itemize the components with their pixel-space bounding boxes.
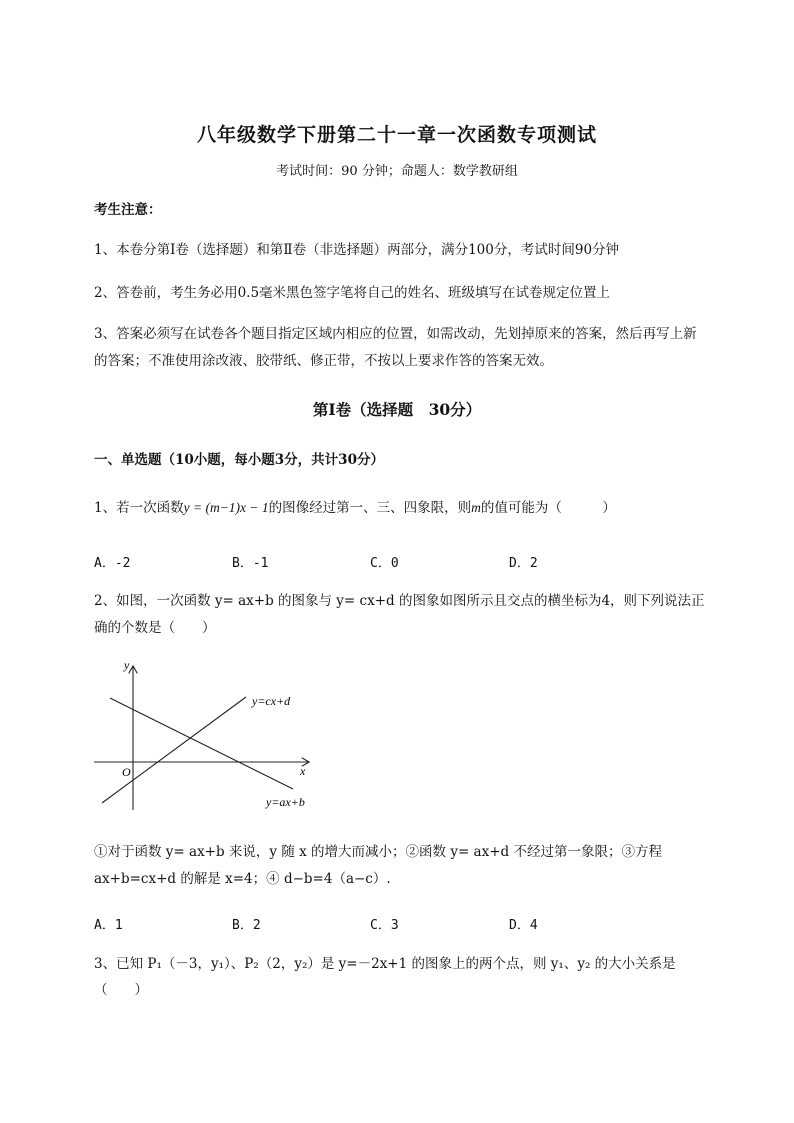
notice-heading: 考生注意： xyxy=(94,202,162,218)
question-1 xyxy=(94,494,616,522)
q2-graph xyxy=(88,655,328,815)
section-title: 第Ⅰ卷（选择题 30分） xyxy=(312,400,482,419)
q1-option-c[interactable]: C．0 xyxy=(370,556,399,571)
q3-line2: （ ） xyxy=(94,982,148,998)
q2-line1: 2、如图，一次函数 y= ax+b 的图象与 y= cx+d 的图象如图所示且交点的横坐标为4，则下列说法正 xyxy=(94,593,705,609)
notice-item: 3、答案必须写在试卷各个题目指定区域内相应的位置，如需改动，先划掉原来的答案，然后再写上新 xyxy=(94,326,697,342)
x-axis-label: x xyxy=(300,764,306,778)
line-cx-plus-d-label: y=cx+d xyxy=(252,694,291,708)
q2-option-a[interactable]: A．1 xyxy=(94,918,123,933)
q1-middle: 的图像经过第一、三、四象限，则 xyxy=(268,500,472,516)
q1-formula: y = (m−1)x − 1 xyxy=(183,500,269,515)
line-cx-plus-d xyxy=(102,697,246,803)
q2-option-c[interactable]: C．3 xyxy=(370,918,399,933)
q1-suffix: 的值可能为（ ） xyxy=(480,500,616,516)
q2-statement-1: ①对于函数 y= ax+b 来说，y 随 x 的增大而减小；②函数 y= ax+d 不经过第一象限；③方程 xyxy=(94,844,662,860)
q2-option-b[interactable]: B．2 xyxy=(232,918,261,933)
line-ax-plus-b xyxy=(110,698,293,789)
notice-item: 1、本卷分第Ⅰ卷（选择题）和第Ⅱ卷（非选择题）两部分，满分100分，考试时间90分钟 xyxy=(94,242,620,258)
q2-statement-2: ax+b=cx+d 的解是 x=4；④ d−b=4（a−c）. xyxy=(94,871,391,887)
q1-prefix: 1、若一次函数 xyxy=(94,500,184,516)
q1-option-d[interactable]: D．2 xyxy=(509,556,538,571)
origin-label: O xyxy=(122,765,131,779)
q3-line1: 3、已知 P₁（－3，y₁）、P₂（2，y₂）是 y=－2x+1 的图象上的两个点，则 y₁、y₂ 的大小关系是 xyxy=(94,956,676,972)
part-heading: 一、单选题（10小题，每小题3分，共计30分） xyxy=(94,452,384,468)
q2-option-d[interactable]: D．4 xyxy=(509,918,538,933)
q2-line2: 确的个数是（ ） xyxy=(94,620,216,636)
q1-var: m xyxy=(471,500,481,515)
notice-item: 2、答卷前，考生务必用0.5毫米黑色签字笔将自己的姓名、班级填写在试卷规定位置上 xyxy=(94,285,611,301)
q1-option-a[interactable]: A．-2 xyxy=(94,556,131,571)
document-subtitle: 考试时间：90 分钟；命题人：数学教研组 xyxy=(276,164,518,179)
y-axis-label: y xyxy=(124,658,130,672)
document-title: 八年级数学下册第二十一章一次函数专项测试 xyxy=(196,124,597,146)
line-ax-plus-b-label: y=ax+b xyxy=(266,795,305,809)
q1-option-b[interactable]: B．-1 xyxy=(232,556,269,571)
notice-item: 的答案；不准使用涂改液、胶带纸、修正带，不按以上要求作答的答案无效。 xyxy=(94,353,553,369)
